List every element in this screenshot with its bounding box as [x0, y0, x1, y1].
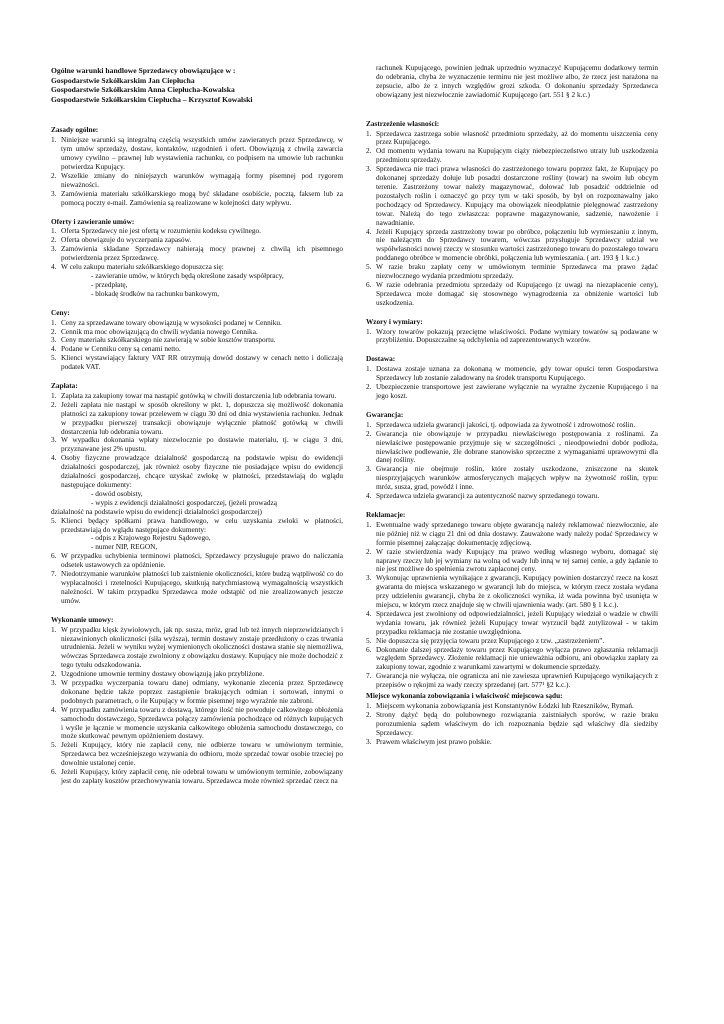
clause-text: W celu zakupu materiału szkółkarskiego dopuszcza się:: [61, 262, 224, 272]
title-line: Gospodarstwie Szkółkarskim Jan Ciepłucha: [51, 75, 195, 85]
section-dostawa: [366, 355, 658, 401]
clause-text: Niniejsze warunki są integralną częścią wszystkich umów zawieranych przez Sprzedawcę, w tym umów sprzedaży, dostaw, kontaktów, uzgodnień i ofert. Obowiązują z chwilą zawarcia umowy cywilno – prawnej lub wystawienia rachunku, co podpisem na umowie lub rachunku potwierdza Kupujący.: [61, 135, 343, 171]
clause-text: Miejscem wykonania zobowiązania jest Konstantynów Łódzki lub Rzeszników, Rymań.: [376, 701, 634, 710]
clause-text: Oferta Sprzedawcy nie jest ofertą w rozumieniu kodeksu cywilnego.: [61, 226, 261, 236]
clause-item: [366, 711, 658, 738]
clause-list: [51, 227, 343, 272]
clause-text: W razie stwierdzenia wady Kupujący ma prawo według własnego wyboru, domagać się naprawy rzeczy lub jej wymiany na wolną od wady lub inną w tej samej cenie, a gdy żądanie to nie jest możliwe do spełnienia zwrotu zapłaconej ceny.: [376, 546, 658, 574]
clause-number: 3.: [51, 244, 57, 254]
clause-text: Podane w Cenniku ceny są cenami netto.: [61, 344, 181, 354]
clause-item: [366, 130, 658, 148]
clause-text: Ceny materiału szkółkarskiego nie zawierają w sobie kosztów transportu.: [61, 335, 276, 345]
clause-text: Jeżeli zapłata nie nastąpi w sposób określony w pkt. 1, dopuszcza się możliwość dokonania płatności za zakupiony towar przelewem w ciągu 30 dni od dnia wystawienia rachunku. Jednak w przypadku pierwszej transakcji obowiązuje wyłącznie płatność gotówką w chwili dostarczenia lub odebrania towaru.: [61, 399, 343, 436]
clause-item: [51, 190, 343, 208]
clause-item: [366, 147, 658, 165]
clause-list: [51, 136, 343, 207]
clause-text: Gwarancja nie wyłącza, nie ogranicza ani nie zawiesza uprawnień Kupującego wynikających z przepisów o rękojmi za wady rzeczy sprzedanej (art. 577¹ §2 k.c.).: [376, 671, 658, 690]
clause-text: Uzgodnione umownie terminy dostawy obowiązują jako przybliżone.: [61, 669, 265, 679]
clause-number: 1.: [366, 326, 372, 336]
section-heading: Zastrzeżenie własności:: [366, 118, 440, 128]
continued-paragraph: rachunek Kupującego, powinien jednak uprzednio wyznaczyć Kupującemu dodatkowy termin do odebrania, chyba że wyznaczenie terminu nie jest możliwe albo, że rzecz jest narażona na zepsucie, albo że z innych względów grozi szkoda. O dokonaniu sprzedaży Sprzedawca obowiązany jest niezwłocznie zawiadomić Kupującego (art. 551 § 2 k.c.): [376, 63, 658, 99]
clause-number: 3.: [366, 573, 372, 583]
clause-text: Zamówienia materiału szkółkarskiego mogą być składane osobiście, pocztą, faksem lub za pomocą poczty e-mail. Zamówienia są realizowane w kolejności daty wpływu.: [61, 188, 343, 207]
clause-list: [366, 130, 658, 308]
clause-number: 2.: [51, 170, 57, 180]
clause-number: 3.: [51, 678, 57, 688]
clause-item: [366, 263, 658, 281]
sub-list: [51, 272, 343, 299]
clause-text: W razie odebrania przedmiotu sprzedaży od Kupującego (z uwagi na niezapłacenie ceny), Sprzedawca może domagać się stosownego wynagrodzenia za obniżenie wartości lub uszkodzenia.: [376, 279, 658, 307]
title-line: Gospodarstwie Szkółkarskim Anna Ciepłucha-Kowalska: [51, 85, 235, 95]
clause-item: [51, 626, 343, 671]
clause-number: 3.: [366, 736, 372, 746]
section-heading: Zasady ogólne:: [51, 125, 99, 135]
clause-item: [366, 383, 658, 401]
section-miejsce: [366, 692, 658, 746]
clause-list: [51, 517, 343, 535]
clause-text: Prawem właściwym jest prawo polskie.: [376, 736, 492, 746]
section-zaplata: [51, 382, 343, 606]
clause-text: Jeżeli Kupujący, który nie zapłacił ceny, nie odbierze towaru w umówionym terminie, Sprzedawca bez wcześniejszego wzywania do odbioru, może sprzedać towar osobie trzeciej po dowolnie ustalonej cenie.: [61, 740, 343, 768]
section-heading: Wykonanie umowy:: [51, 614, 114, 624]
clause-number: 2.: [366, 709, 372, 719]
clause-number: 2.: [366, 146, 372, 156]
clause-text: W przypadku zamówienia towaru z dostawą, którego ilość nie powoduje całkowitego obłożenia samochodu dostawczego, Sprzedawca połączy zamówienia pochodzące od różnych kupujących i wyśle je łącznie w momencie uzyskania całkowitego obłożenia samochodu dostawczego, co może skutkować pewnym opóźnieniem dostawy.: [61, 704, 343, 741]
clause-text: Zapłata za zakupiony towar ma nastąpić gotówką w chwili dostarczenia lub odebrania towaru.: [61, 390, 337, 400]
clause-item: [366, 228, 658, 264]
clause-number: 4.: [51, 453, 57, 463]
clause-text: W wypadku dokonania wpłaty niezwłocznie po dostawie materiału, tj. w ciągu 3 dni, przyznawane jest 2% upustu.: [61, 435, 343, 454]
clause-item: [51, 136, 343, 172]
clause-list: [51, 319, 343, 372]
clause-text: W przypadku wyczerpania towaru danej odmiany, wykonanie zlecenia przez Sprzedawcę dokonane będzie także poprzez zastąpienie brakujących odmian i sortowań, innymi o podobnych parametrach, o ile Kupujący w formie pisemnej tego wyraźnie nie zabroni.: [61, 678, 343, 705]
clause-number: 1.: [51, 317, 57, 327]
clause-number: 2.: [366, 382, 372, 392]
section-heading: Ceny:: [51, 307, 70, 317]
sub-list: [51, 490, 343, 508]
clause-text: Klienci wystawiający faktury VAT RR otrzymują dowód dostawy w cenach netto i doliczają podatek VAT.: [61, 353, 343, 372]
clause-list: [366, 421, 658, 501]
clause-item: [366, 521, 658, 548]
clause-text: Dokonanie dalszej sprzedaży towaru przez Kupującego wyłącza prawo zgłaszania reklamacji względem Sprzedawcy. Złożenie reklamacji nie unieważnia odbioru, ani obowiązku zapłaty za zakupiony towar, zgodnie z warunkami zawartymi w dokumencie sprzedaży.: [376, 644, 658, 672]
clause-item: [51, 454, 343, 490]
clause-number: 2.: [51, 399, 57, 409]
clause-text: Ubezpieczenie transportowe jest zawierane wyłącznie na wyraźne życzenie Kupującego i na jego koszt.: [376, 382, 658, 400]
clause-item: [51, 706, 343, 742]
clause-number: 1.: [51, 135, 57, 145]
clause-text: Od momentu wydania towaru na Kupującym ciąży niebezpieczeństwo utraty lub uszkodzenia przedmiotu sprzedaży.: [376, 146, 658, 165]
clause-text: Ceny za sprzedawane towary obowiązują w wysokości podanej w Cenniku.: [61, 317, 282, 327]
clause-number: 5.: [366, 635, 372, 645]
clause-number: 2.: [366, 428, 372, 438]
clause-text: Niedotrzymanie warunków płatności lub zaistnienie okoliczności, które budzą wątpliwość co do wypłacalności i rzetelności Kupującego, skutkują natychmiastową wymagalnością wszystkich należności. W takim przypadku Sprzedawca może odstąpić od nie zrealizowanych jeszcze umów.: [61, 569, 343, 605]
clause-item: [366, 328, 658, 346]
clause-text: Sprzedawca udziela gwarancji za autentyczność nazwy sprzedanego towaru.: [376, 491, 600, 501]
clause-text: Sprzedawca zastrzega sobie własność przedmiotu sprzedaży, aż do momentu uiszczenia ceny przez Kupującego.: [376, 128, 658, 147]
clause-item: [366, 465, 658, 492]
clause-item: [51, 679, 343, 706]
sub-item: - blokadę środków na rachunku bankowym,: [91, 288, 220, 298]
clause-number: 2.: [366, 546, 372, 556]
clause-number: 3.: [51, 188, 57, 198]
sub-item: - odpis z Krajowego Rejestru Sądowego,: [91, 533, 211, 543]
clause-item: [51, 354, 343, 372]
title-line: Ogólne warunki handlowe Sprzedawcy obowiązujące w :: [51, 66, 236, 75]
clause-number: 2.: [51, 235, 57, 245]
clause-number: 1.: [51, 390, 57, 400]
clause-text: Wzory towarów pokazują przeciętne właściwości. Podane wymiary towarów są podawane w przybliżeniu. Dopuszczalne są odchylenia od zaprezentowanych wzorów.: [376, 326, 658, 345]
clause-number: 4.: [366, 608, 372, 618]
clause-number: 4.: [51, 704, 57, 714]
clause-item: [366, 365, 658, 383]
clause-note: działalność na podstawie wpisu do ewidencji działalności gospodarczej): [51, 506, 262, 516]
clause-text: W przypadku klęsk żywiołowych, jak np. susza, mróz, grad lub też innych nieprzewidzianych i niezawinionych okoliczności (siła wyższa), termin dostawy zostaje przedłużony o czas trwania utrudnienia. Jeżeli w wyniku wyżej wymienionych okoliczności dostawa stanie się niemożliwa, wówczas Sprzedawca zostaje zwolniony z obowiązku dostawy. Kupujący nie może dochodzić z tego tytułu odszkodowania.: [61, 624, 343, 670]
clause-number: 5.: [51, 740, 57, 750]
clause-text: Wszelkie zmiany do niniejszych warunków wymagają formy pisemnej pod rygorem nieważności.: [61, 170, 343, 189]
clause-number: 1.: [366, 419, 372, 429]
section-ceny: [51, 309, 343, 372]
clause-number: 6.: [366, 644, 372, 654]
clause-number: 4.: [51, 262, 57, 272]
clause-text: Sprzedawca udziela gwarancji jakości, tj. odpowiada za żywotność i zdrowotność roślin.: [376, 419, 636, 429]
clause-text: W przypadku uchybienia terminowi płatności, Sprzedawcy przysługuje prawo do naliczania odsetek ustawowych za opóźnienie.: [61, 551, 343, 570]
clause-text: Cennik ma moc obowiązującą do chwili wydania nowego Cennika.: [61, 326, 258, 336]
clause-text: Jeżeli Kupujący sprzeda zastrzeżony towar po obróbce, połączeniu lub wymieszaniu z innym, nie należącym do Sprzedawcy towarem, wówczas przysługuje Sprzedawcy udział we współwłasności nowej rzeczy w stosunku wartości zastrzeżonego towaru do pozostałego towaru poddanego obróbce w momencie obróbki, połączenia lub wymieszania. ( art. 193 § 1 k.c.): [376, 226, 658, 263]
clause-text: Oferta obowiązuje do wyczerpania zapasów.: [61, 235, 192, 245]
document-title: [51, 66, 343, 104]
clause-item: [366, 610, 658, 637]
clause-list: [366, 328, 658, 346]
clause-item: [51, 436, 343, 454]
clause-item: [51, 245, 343, 263]
clause-number: 5.: [51, 353, 57, 363]
clause-text: Nie dopuszcza się przyjęcia towaru przez Kupującego z tzw. „zastrzeżeniem”.: [376, 635, 605, 645]
section-heading: Reklamacje:: [366, 509, 406, 519]
sub-item: - wypis z ewidencji działalności gospodarczej, (jeżeli prowadzą: [91, 497, 277, 507]
clause-item: [366, 738, 658, 747]
clause-number: 1.: [366, 128, 372, 138]
section-gwarancja: [366, 411, 658, 501]
clause-number: 3.: [51, 335, 57, 345]
clause-item: [366, 281, 658, 308]
section-heading: Dostawa:: [366, 354, 396, 364]
left-column: [51, 66, 343, 796]
clause-number: 3.: [366, 164, 372, 174]
clause-number: 6.: [51, 767, 57, 777]
section-heading: Wzory i wymiary:: [366, 316, 423, 326]
clause-list: [366, 521, 658, 690]
clause-text: Zamówienia składane Sprzedawcy nabierają mocy prawnej z chwilą ich pisemnego potwierdzenia przez Sprzedawcę.: [61, 244, 343, 263]
clause-number: 1.: [366, 364, 372, 374]
clause-number: 1.: [366, 519, 372, 529]
clause-item: [51, 401, 343, 437]
clause-number: 6.: [51, 551, 57, 561]
clause-text: Jeżeli Kupujący, który zapłacił cenę, nie odebrał towaru w umówionym terminie, zobowiązany jest do zapłaty kosztów przechowywania towaru. Sprzedawca może również sprzedać rzecz na: [61, 767, 343, 785]
section-heading: Oferty i zawieranie umów:: [51, 216, 135, 226]
sub-item: - zawieranie umów, w których będą określone zasady współpracy,: [91, 270, 284, 280]
sub-item: - dowód osobisty,: [91, 488, 143, 498]
clause-number: 2.: [51, 669, 57, 679]
clause-number: 5.: [51, 515, 57, 525]
clause-text: Sprzedawca nie traci prawa własności do zastrzeżonego towaru poprzez fakt, że Kupujący po dokonanej sprzedaży dołuje lub posadzi dostarczone rośliny (towar) na swoim lub obcym terenie. Zastrzeżony towar należy magazynować, dołować lub posadzić oddzielnie od pozostałych roślin i oznaczyć go przy tym w taki sposób, by był on rozpoznawalny jako pochodzący od Sprzedawcy. Kupujący ma obowiązek nieodpłatnie pielęgnować zastrzeżony towar. Należą do tego zwłaszcza: poprawne magazynowanie, sadzenie, nawożenie i nawadnianie.: [376, 164, 658, 227]
section-zasady: [51, 126, 343, 207]
title-line: Gospodarstwie Szkółkarskim Ciepłucha – Krzysztof Kowalski: [51, 94, 253, 104]
sub-item: - numer NIP, REGON,: [91, 542, 158, 552]
clause-item: [51, 172, 343, 190]
section-reklamacje: [366, 511, 658, 690]
clause-item: [51, 552, 343, 570]
clause-list: [51, 392, 343, 490]
clause-item: [51, 741, 343, 768]
section-zastrzezenie: [366, 120, 658, 308]
clause-item: [366, 165, 658, 227]
clause-item: [51, 768, 343, 786]
clause-number: 3.: [51, 435, 57, 445]
clause-text: Strony dążyć będą do polubownego rozwiązania zaistniałych sporów, w razie braku porozumienia sądem właściwym do ich rozpoznania będzie sąd właściwy dla siedziby Sprzedawcy.: [376, 709, 658, 737]
clause-number: 1.: [51, 624, 57, 634]
clause-number: 6.: [366, 279, 372, 289]
section-wykonanie: [51, 616, 343, 786]
section-wzory: [366, 318, 658, 346]
section-heading: Miejsce wykonania zobowiązania i właściwość miejscowa sądu:: [366, 691, 563, 701]
clause-text: Wykonując uprawnienia wynikające z gwarancji, Kupujący powinien dostarczyć rzecz na koszt gwaranta do miejsca wskazanego w gwarancji lub do miejsca, w którym rzecz została wydana przy udzieleniu gwarancji, chyba że z okoliczności wynika, iż wada powinna być usunięta w miejscu, w którym rzecz znajduje się w chwili ujawnienia wady. (art. 580 § 1 k.c.).: [376, 573, 658, 610]
right-column: [366, 64, 658, 757]
clause-item: [366, 492, 658, 501]
clause-text: W razie braku zapłaty ceny w umówionym terminie Sprzedawca ma prawo żądać niezwłocznego wydania przedmiotu sprzedaży.: [376, 262, 658, 281]
clause-list: [366, 365, 658, 401]
clause-number: 4.: [366, 491, 372, 501]
clause-item: [366, 430, 658, 466]
clause-item: [51, 570, 343, 606]
clause-item: [366, 574, 658, 610]
section-heading: Zapłata:: [51, 381, 78, 391]
clause-text: Dostawa zostaje uznana za dokonaną w momencie, gdy towar opuści teren Gospodarstwa Sprzedawcy lub zostanie załadowany na środek transportu Kupującego.: [376, 364, 658, 383]
clause-item: [366, 646, 658, 673]
clause-number: 5.: [366, 262, 372, 272]
clause-number: 7.: [51, 569, 57, 579]
clause-number: 1.: [51, 226, 57, 236]
clause-number: 7.: [366, 671, 372, 681]
clause-item: [51, 517, 343, 535]
clause-text: Sprzedawca jest zwolniony od odpowiedzialności, jeżeli Kupujący wiedział o wadzie w chwili wydania towaru, jak również jeżeli Kupujący towar wyrzucił bądź zutylizował - w takim przypadku reklamacja nie zostanie uwzględniona.: [376, 608, 658, 636]
clause-number: 1.: [366, 701, 372, 710]
clause-text: Osoby fizyczne prowadzące działalność gospodarczą na podstawie wpisu do ewidencji działalności gospodarczej, jak również osoby fizyczne nie posiadające wpisu do ewidencji działalności gospodarczej, chcące uzyskać zwłokę w płatności, przedstawiają do wglądu następujące dokumenty:: [61, 453, 343, 489]
clause-number: 4.: [51, 344, 57, 354]
clause-list: [51, 626, 343, 786]
clause-item: [51, 263, 343, 272]
clause-list: [366, 702, 658, 747]
clause-number: 4.: [366, 226, 372, 236]
clause-text: Ewentualne wady sprzedanego towaru objęte gwarancją należy reklamować niezwłocznie, ale nie później niż w ciągu 21 dni od dnia dostawy. Zauważone wady należy podać Sprzedawcy w formie pisemnej załączając dokumentację zdjęciową.: [376, 519, 658, 547]
sub-list: [51, 534, 343, 552]
clause-text: Klienci będący spółkami prawa handlowego, w celu uzyskania zwłoki w płatności, przedstawiają do wglądu następujące dokumenty:: [61, 515, 343, 534]
clause-list: [51, 552, 343, 605]
section-heading: Gwarancja:: [366, 409, 404, 419]
sub-item: - przedpłatę,: [91, 279, 128, 289]
clause-item: [366, 548, 658, 575]
clause-number: 3.: [366, 464, 372, 474]
clause-number: 2.: [51, 326, 57, 336]
clause-text: Gwarancja nie obejmuje roślin, które zostały uszkodzone, zniszczone na skutek niesprzyjających warunków atmosferycznych mających wpływ na żywotność roślin, typu: mróz, susza, grad, powódź i inne.: [376, 464, 658, 492]
clause-text: Gwarancja nie obowiązuje w przypadku niewłaściwego postępowania z roślinami. Za niewłaściwe postępowanie przyjmuje się w szczególności , nieodpowiedni dobór podłoża, niewłaściwe podlewanie, źle dobrane stanowisko sprzeczne z wymaganiami uprawowymi dla danej rośliny.: [376, 428, 658, 465]
clause-item: [366, 672, 658, 690]
section-oferty: [51, 218, 343, 299]
